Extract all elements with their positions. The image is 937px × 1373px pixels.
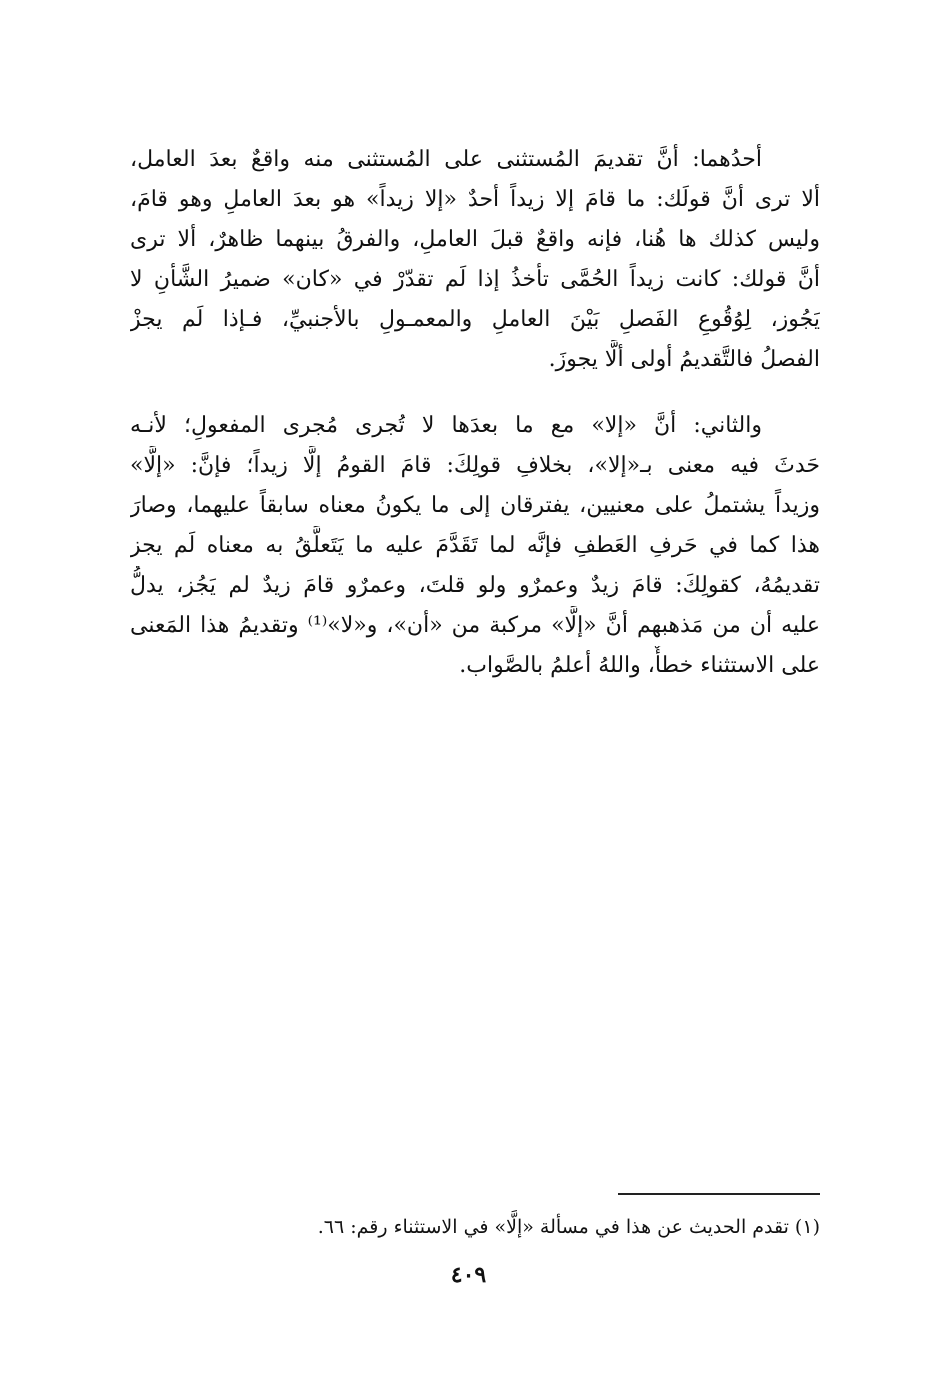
text-line: عليه أن من مَذهبهم أنَّ «إلَّا» مركبة من «أن»، و«لا»⁽¹⁾ وتقديمُ هذا المَعنى <box>130 613 820 638</box>
text-line: أحدُهما: أنَّ تقديمَ المُستثنى على المُستثنى منه واقعٌ بعدَ العامل، <box>130 147 762 172</box>
text-line: ألا ترى أنَّ قولَك: ما قامَ إلا زيداً أحدٌ «إلا زيداً» هو بعدَ العاملِ وهو قامَ، <box>130 187 820 212</box>
text-line: على الاستثناء خطأٌ، واللهُ أعلمُ بالصَّواب. <box>459 653 820 678</box>
main-text <box>130 140 820 712</box>
text-line: وليس كذلك ها هُنا، فإنه واقعٌ قبلَ العاملِ، والفرقُ بينهما ظاهرٌ، ألا ترى <box>130 227 820 252</box>
text-line: تقديمُهُ، كقولِكَ: قامَ زيدٌ وعمرٌو ولو قلتَ، وعمرٌو قامَ زيدٌ لم يَجُز، يدلُّ <box>130 573 820 598</box>
page-number: ٤٠٩ <box>450 1262 487 1288</box>
text-line: هذا كما في حَرفِ العَطفِ فإنَّه لما تَقَدَّمَ عليه ما يَتَعلَّقُ به معناه لَم يجز <box>130 533 820 558</box>
text-line: الفصلُ فالتَّقديمُ أولى ألَّا يجوزَ. <box>548 347 820 372</box>
text-line: وزيداً يشتملُ على معنيين، يفترقان إلى ما يكونُ معناه سابقاً عليهما، وصارَ <box>130 493 820 518</box>
text-line: يَجُوز، لِوُقُوعِ الفَصلِ بَيْنَ العاملِ والمعمـولِ بالأجنبيِّ، فـإذا لَم يجزْ <box>130 307 820 332</box>
text-line: أنَّ قولك: كانت زيداً الحُمَّى تأخذُ إذا لَم تقدّرْ في «كان» ضميرُ الشَّأنِ لا <box>130 267 820 292</box>
paragraph-first <box>130 140 820 380</box>
paragraph-second <box>130 406 820 686</box>
footnote: (١) تقدم الحديث عن هذا في مسألة «إلَّا» في الاستثناء رقم: ٦٦. <box>317 1216 820 1238</box>
text-line: والثاني: أنَّ «إلا» مع ما بعدَها لا تُجرى مُجرى المفعولِ؛ لأنـه <box>130 413 762 438</box>
text-line: حَدثَ فيه معنى بـ«إلا»، بخلافِ قولِكَ: قامَ القومُ إلَّا زيداً؛ فإنَّ: «إلَّا» <box>130 453 820 478</box>
footnote-divider <box>618 1193 820 1195</box>
